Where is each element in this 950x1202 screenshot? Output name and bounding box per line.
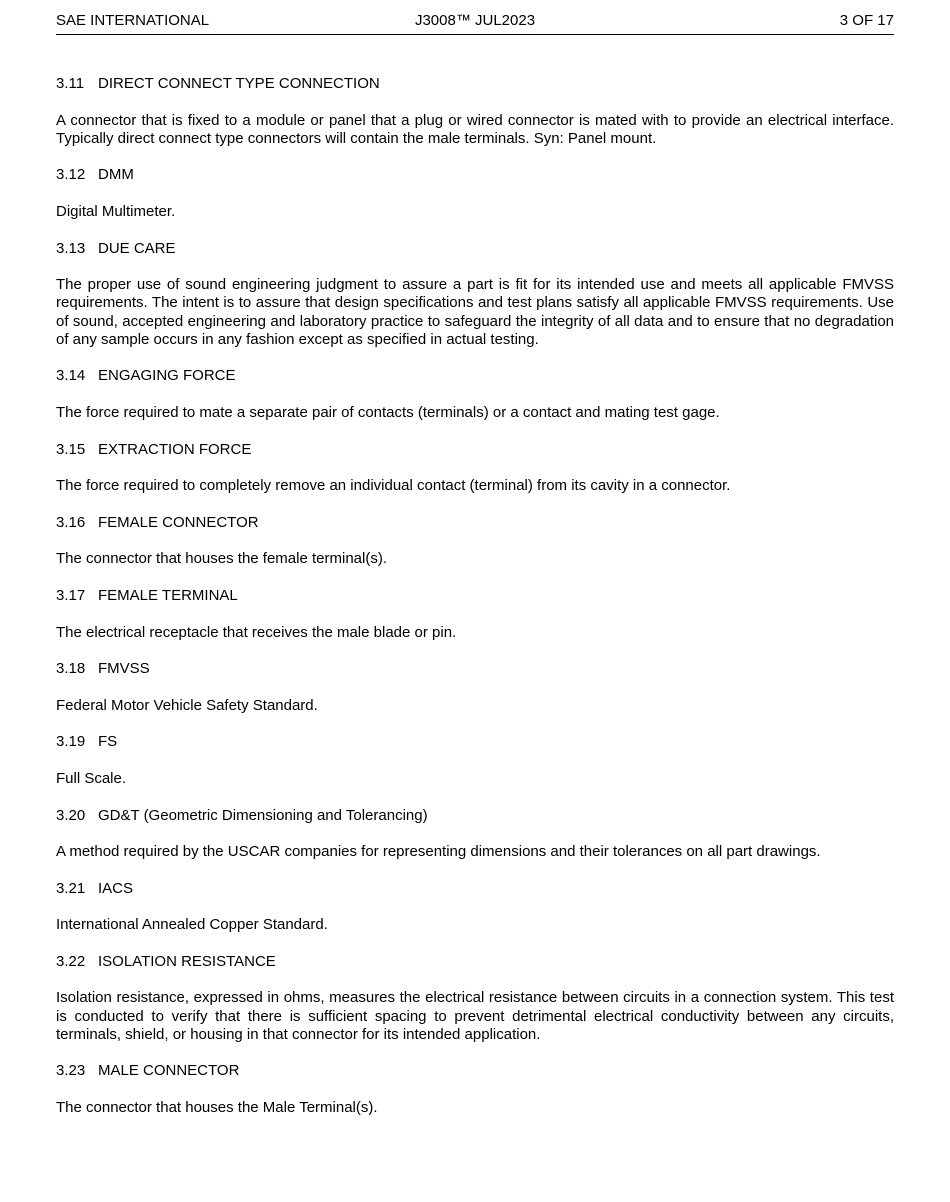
definition-term: GD&T (Geometric Dimensioning and Tolerancing) bbox=[98, 806, 428, 824]
definition-3-17 bbox=[56, 587, 894, 642]
definition-term: ISOLATION RESISTANCE bbox=[98, 952, 276, 970]
definition-number: 3.21 bbox=[56, 879, 86, 897]
definition-heading bbox=[56, 660, 894, 678]
definition-term: FEMALE CONNECTOR bbox=[98, 513, 259, 531]
page-header bbox=[56, 0, 894, 35]
definition-heading bbox=[56, 807, 894, 825]
definition-term: EXTRACTION FORCE bbox=[98, 440, 252, 458]
definition-3-12 bbox=[56, 166, 894, 221]
definition-heading bbox=[56, 240, 894, 258]
definition-text: A connector that is fixed to a module or panel that a plug or wired connector is mated with to provide an electrical interface. Typically direct connect type connectors will contain the male terminals. Syn: Panel mount. bbox=[56, 111, 894, 147]
definition-text: The force required to completely remove an individual contact (terminal) from its cavity in a connector. bbox=[56, 477, 731, 495]
definition-number: 3.15 bbox=[56, 440, 86, 458]
definition-number: 3.16 bbox=[56, 513, 86, 531]
definition-number: 3.19 bbox=[56, 733, 86, 751]
definition-number: 3.17 bbox=[56, 586, 86, 604]
definition-3-22 bbox=[56, 953, 894, 1044]
definition-number: 3.13 bbox=[56, 239, 86, 257]
definition-text: Full Scale. bbox=[56, 769, 127, 787]
definition-term: DMM bbox=[98, 166, 134, 184]
definition-term: FEMALE TERMINAL bbox=[98, 586, 238, 604]
definition-text: A method required by the USCAR companies for representing dimensions and their tolerances on all part drawings. bbox=[56, 843, 821, 861]
definition-3-16 bbox=[56, 514, 894, 569]
definition-term: DIRECT CONNECT TYPE CONNECTION bbox=[98, 75, 380, 92]
definition-text: The electrical receptacle that receives the male blade or pin. bbox=[56, 623, 457, 641]
definition-text: Digital Multimeter. bbox=[56, 202, 176, 220]
definition-3-21 bbox=[56, 880, 894, 935]
definition-heading bbox=[56, 1062, 894, 1080]
definition-text: The connector that houses the female terminal(s). bbox=[56, 550, 387, 568]
definition-text: Isolation resistance, expressed in ohms, measures the electrical resistance between circuits in a connection system. This test is conducted to verify that there is sufficient spacing to prevent detrimental electrical conductivity between any circuits, terminals, shield, or housing in that connector for its intended application. bbox=[56, 989, 894, 1043]
definition-heading bbox=[56, 587, 894, 605]
definition-number: 3.23 bbox=[56, 1062, 86, 1080]
definition-text: Federal Motor Vehicle Safety Standard. bbox=[56, 696, 318, 714]
definition-term: DUE CARE bbox=[98, 239, 176, 257]
header-document-id: J3008™ JUL2023 bbox=[414, 12, 536, 29]
definition-heading bbox=[56, 441, 894, 459]
definition-3-19 bbox=[56, 733, 894, 788]
definition-number: 3.12 bbox=[56, 166, 86, 184]
definition-3-14 bbox=[56, 367, 894, 422]
definition-term: FMVSS bbox=[98, 660, 150, 678]
definition-number: 3.11 bbox=[56, 75, 85, 92]
definition-3-13 bbox=[56, 240, 894, 349]
definitions-list bbox=[56, 75, 894, 1136]
definition-text: The force required to mate a separate pair of contacts (terminals) or a contact and mating test gage. bbox=[56, 403, 720, 421]
definition-heading bbox=[56, 953, 894, 971]
definition-number: 3.14 bbox=[56, 367, 86, 385]
definition-term: MALE CONNECTOR bbox=[98, 1062, 240, 1080]
header-page-number: 3 OF 17 bbox=[839, 12, 894, 29]
definition-number: 3.18 bbox=[56, 660, 86, 678]
definition-heading bbox=[56, 75, 894, 93]
definition-heading bbox=[56, 880, 894, 898]
definition-3-15 bbox=[56, 441, 894, 496]
definition-text: The proper use of sound engineering judgment to assure a part is fit for its intended use and meets all applicable FMVSS requirements. The intent is to assure that design specifications and test plans satisfy all applicable FMVSS requirements. Use of sound, accepted engineering and laboratory practice to safeguard the integrity of all data and to ensure that no degradation of any sample occurs in any fashion except as specified in actual testing. bbox=[56, 276, 894, 348]
definition-3-20 bbox=[56, 807, 894, 862]
document-page bbox=[56, 0, 894, 1117]
definition-3-18 bbox=[56, 660, 894, 715]
definition-number: 3.22 bbox=[56, 952, 86, 970]
definition-term: IACS bbox=[98, 879, 134, 897]
definition-heading bbox=[56, 367, 894, 385]
definition-number: 3.20 bbox=[56, 806, 86, 824]
definition-3-11 bbox=[56, 75, 894, 148]
definition-text: The connector that houses the Male Terminal(s). bbox=[56, 1099, 378, 1117]
definition-heading bbox=[56, 166, 894, 184]
definition-3-23 bbox=[56, 1062, 894, 1117]
definition-term: ENGAGING FORCE bbox=[98, 367, 236, 385]
definition-heading bbox=[56, 733, 894, 751]
definition-term: FS bbox=[98, 733, 118, 751]
definition-heading bbox=[56, 514, 894, 532]
header-organization: SAE INTERNATIONAL bbox=[56, 12, 210, 29]
definition-text: International Annealed Copper Standard. bbox=[56, 916, 328, 934]
